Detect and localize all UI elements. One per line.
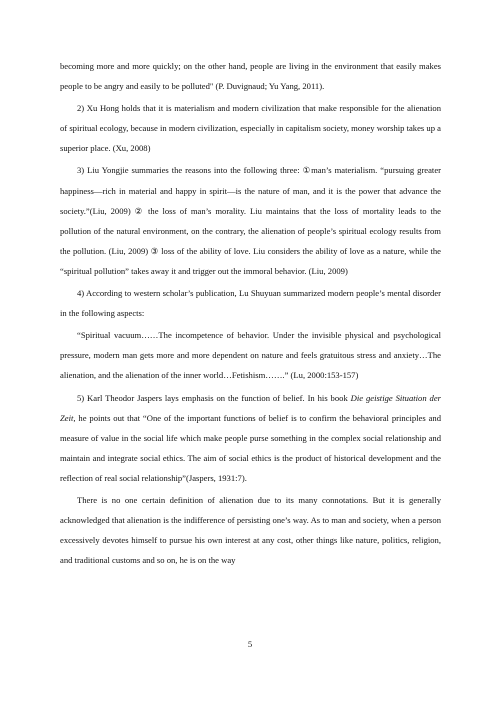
paragraph-lu-shuyuan: 4) According to western scholar’s publication, Lu Shuyuan summarized modern people’s mental disorder in the following aspects:: [60, 288, 441, 319]
book-title: Die geistige Situation der Zeit: [60, 392, 441, 423]
page-number: 5: [247, 639, 253, 649]
jaspers-text-after: , he points out that “One of the important functions of belief is to confirm the behavioral principles and measure of value in the social life which make people purse something in the complex social relationship and maintain and integrate social ethics. The aim of social ethics is the product of historical development and the reflection of real social relationship”(Jaspers, 1931:7).: [60, 412, 441, 483]
paragraph-jaspers: [60, 388, 441, 488]
jaspers-text-before: 5) Karl Theodor Jaspers lays emphasis on the function of belief. In his book: [77, 392, 351, 403]
body-text: [60, 56, 441, 572]
paragraph-quotation: “Spiritual vacuum……The incompetence of behavior. Under the invisible physical and psychological pressure, modern man gets more and more dependent on nature and feels gratuitous stress and anxiety…The alienation, and the alienation of the inner world…Fetishism…….” (Lu, 2000:153-157): [60, 330, 441, 381]
paragraph-xu-hong: 2) Xu Hong holds that it is materialism and modern civilization that make responsible for the alienation of spiritual ecology, because in modern civilization, especially in capitalism society, money worship takes up a superior place. (Xu, 2008): [60, 103, 441, 154]
paragraph-continuation: becoming more and more quickly; on the other hand, people are living in the environment that easily makes people to be angry and easily to be polluted" (P. Duvignaud; Yu Yang, 2011).: [60, 61, 441, 92]
paragraph-alienation-definition: There is no one certain definition of alienation due to its many connotations. But it is generally acknowledged that alienation is the indifference of persisting one’s way. As to man and society, when a person excessively devotes himself to pursue his own interest at any cost, other things like nature, politics, religion, and traditional customs and so on, he is on the way: [60, 494, 441, 566]
paragraph-liu-yongjie: 3) Liu Yongjie summaries the reasons into the following three: ①man’s materialism. “pursuing greater happiness—rich in material and happy in spirit—is the nature of man, and it is the power that advance the society.”(Liu, 2009) ② the loss of man’s morality. Liu maintains that the loss of mortality leads to the pollution of the natural environment, on the contrary, the alienation of people’s spiritual ecology results from the pollution. (Liu, 2009) ③ loss of the ability of love. Liu considers the ability of love as a nature, while the “spiritual pollution” takes away it and trigger out the immoral behavior. (Liu, 2009): [60, 165, 441, 276]
